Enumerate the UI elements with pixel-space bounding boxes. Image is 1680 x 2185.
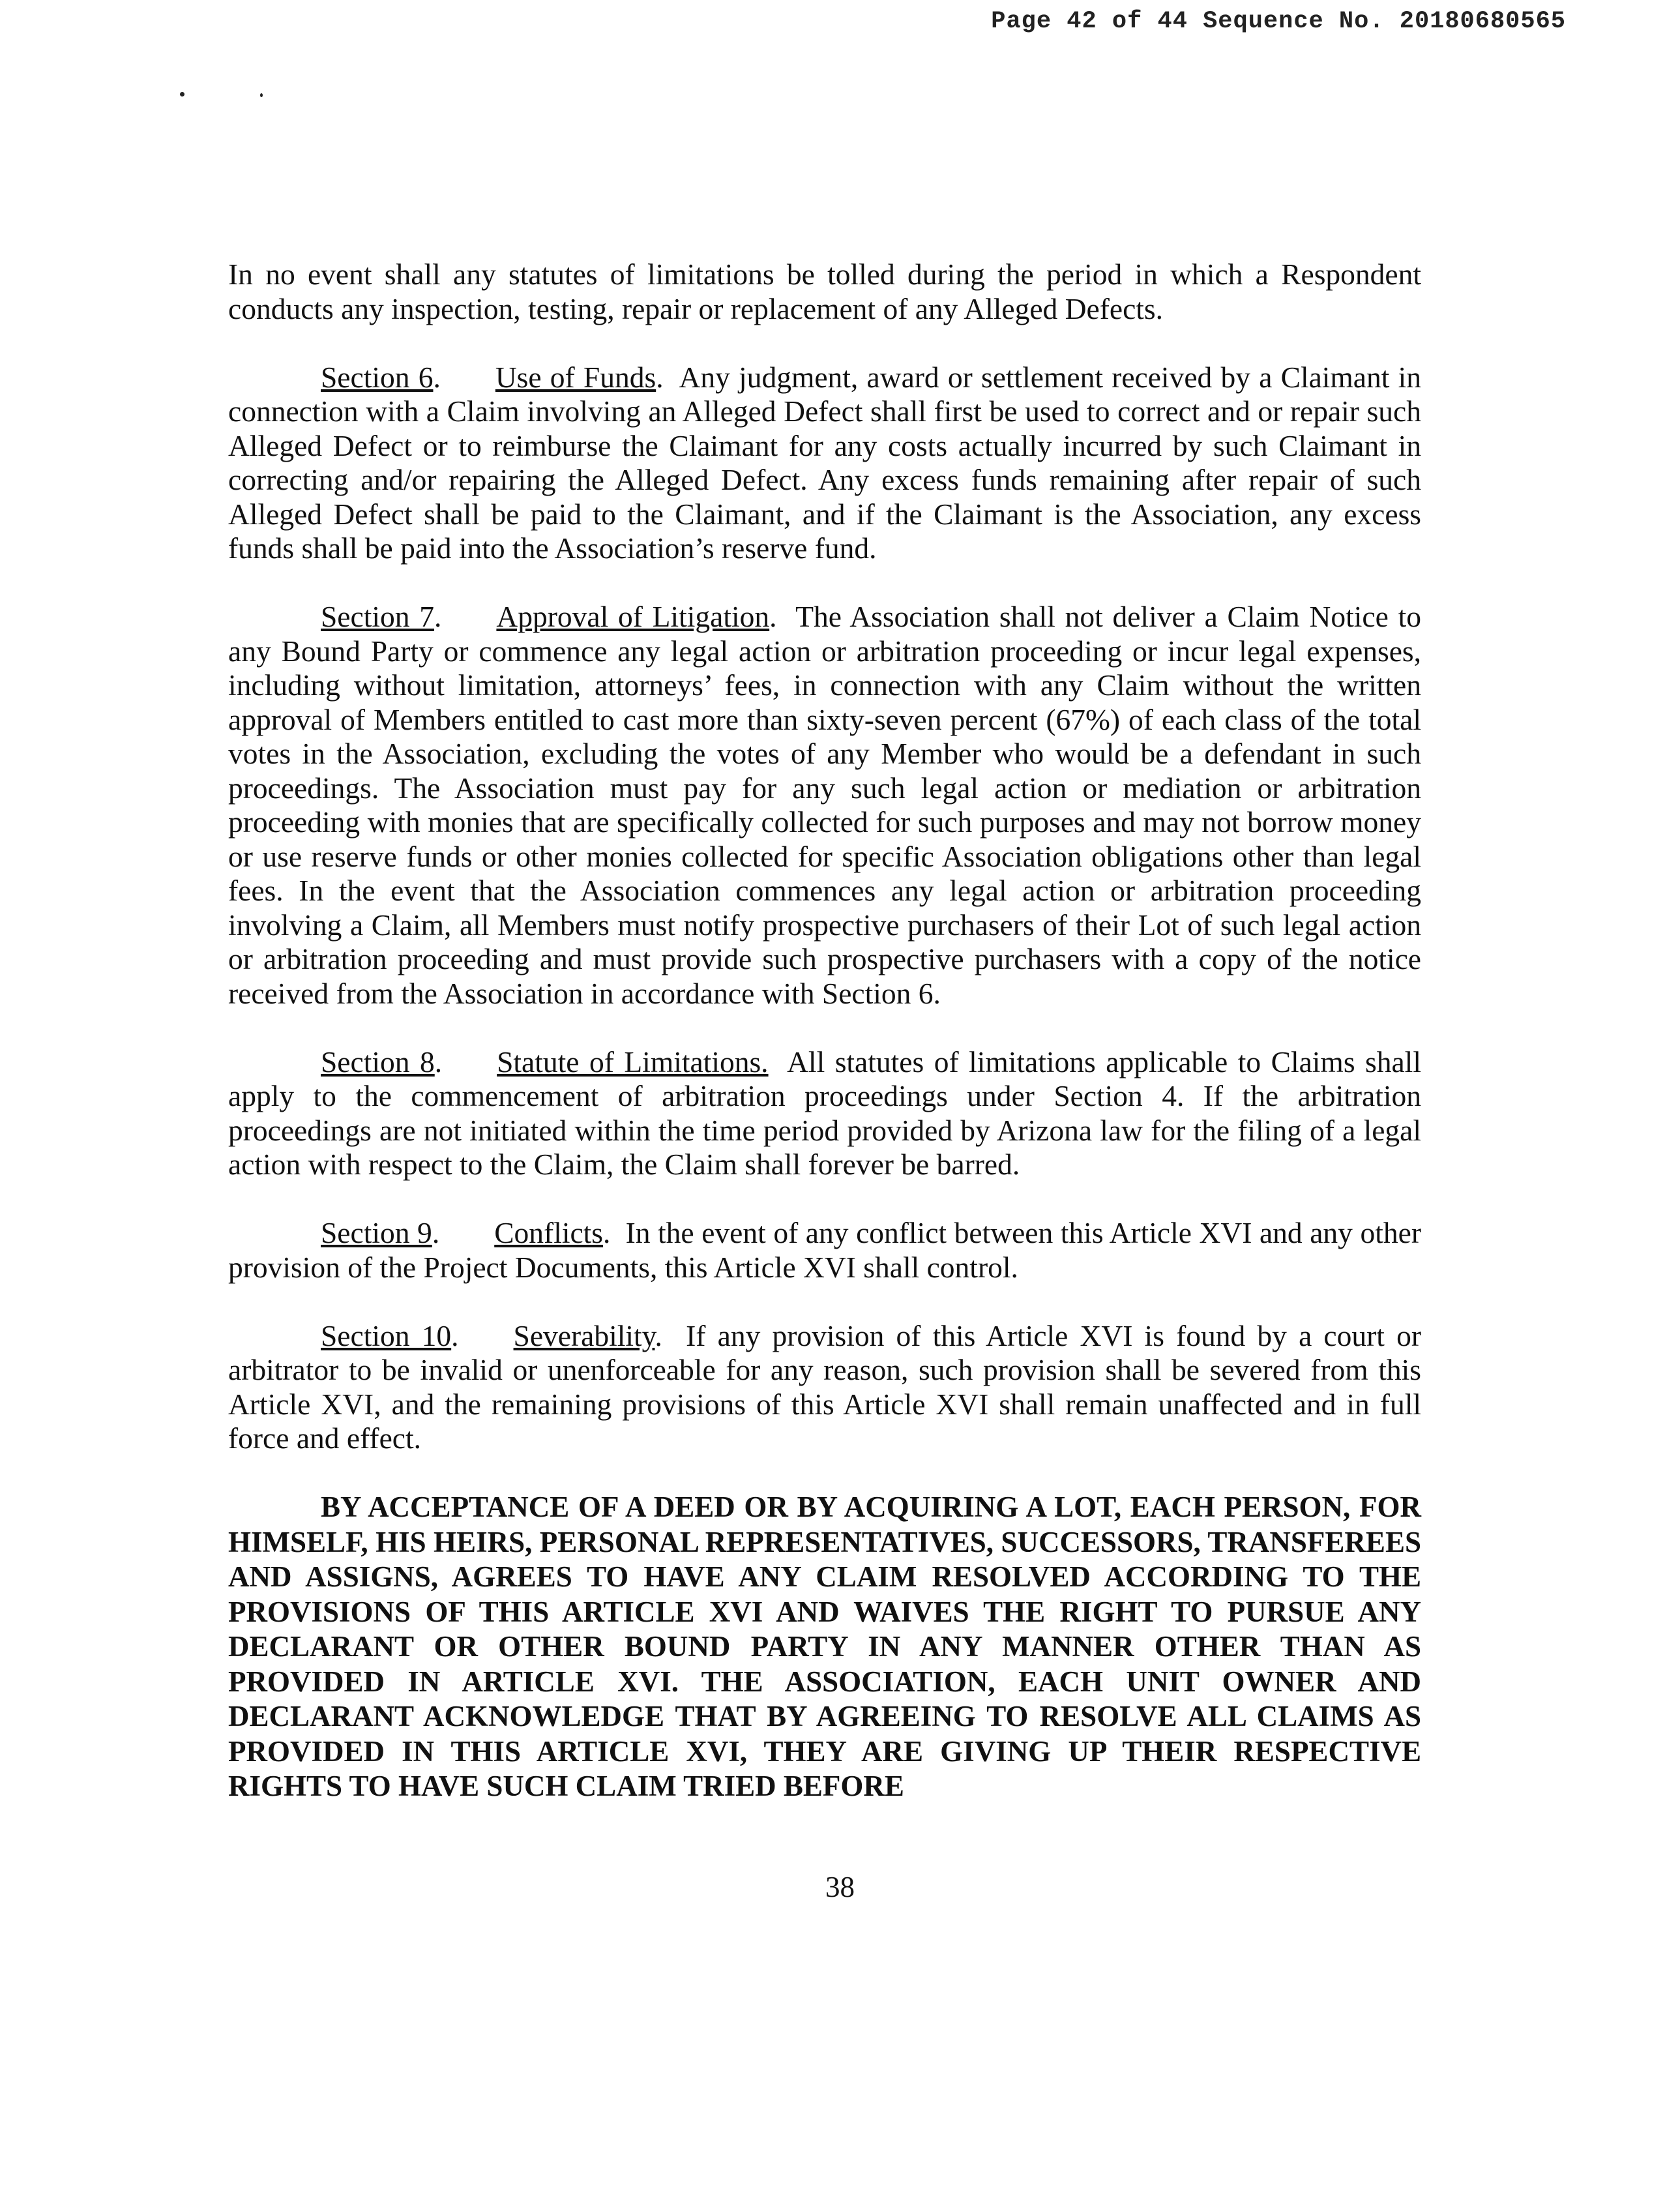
section-text: In the event of any conflict between this Article XVI and any other provision of the Project Documents, this Article XVI shall control. bbox=[228, 1216, 1421, 1284]
section-number: Section 7 bbox=[321, 600, 435, 633]
continuation-paragraph: In no event shall any statutes of limitations be tolled during the period in which a Respondent conducts any inspection, testing, repair or replacement of any Alleged Defects. bbox=[228, 258, 1421, 325]
document-body bbox=[228, 258, 1421, 1838]
section-title: Use of Funds bbox=[495, 360, 656, 394]
acknowledgement-text: BY ACCEPTANCE OF A DEED OR BY ACQUIRING A LOT, EACH PERSON, FOR HIMSELF, HIS HEIRS, PERSONAL REPRESENTATIVES, SUCCESSORS, TRANSFEREES AND ASSIGNS, AGREES TO HAVE ANY CLAIM RESOLVED ACCORDING TO THE PROVISIONS OF THIS ARTICLE XVI AND WAIVES THE RIGHT TO PURSUE ANY DECLARANT OR OTHER BOUND PARTY IN ANY MANNER OTHER THAN AS PROVIDED IN ARTICLE XVI. THE ASSOCIATION, EACH UNIT OWNER AND DECLARANT ACKNOWLEDGE THAT BY AGREEING TO RESOLVE ALL CLAIMS AS PROVIDED IN THIS ARTICLE XVI, THEY ARE GIVING UP THEIR RESPECTIVE RIGHTS TO HAVE SUCH CLAIM TRIED BEFORE bbox=[228, 1491, 1421, 1802]
section-6-paragraph: Section 6. Use of Funds. Any judgment, award or settlement received by a Claimant in connection with a Claim involving an Alleged Defect shall first be used to correct and or repair such Alleged Defect or to reimburse the Claimant for any costs actually incurred by such Claimant in correcting and/or repairing the Alleged Defect. Any excess funds remaining after repair of such Alleged Defect shall be paid to the Claimant, and if the Claimant is the Association, any excess funds shall be paid into the Association’s reserve fund. bbox=[228, 360, 1422, 565]
section-text: If any provision of this Article XVI is found by a court or arbitrator to be invalid or unenforceable for any reason, such provision shall be severed from this Article XVI, and the remaining provisions of this Article XVI shall remain unaffected and in full force and effect. bbox=[228, 1318, 1421, 1455]
section-title: Conflicts bbox=[494, 1216, 604, 1249]
section-text: Any judgment, award or settlement received by a Claimant in connection with a Claim involving an Alleged Defect shall first be used to correct and or repair such Alleged Defect or to reimburse the Claimant for any costs actually incurred by such Claimant in correcting and/or repairing the Alleged Defect. Any excess funds remaining after repair of such Alleged Defect shall be paid to the Claimant, and if the Claimant is the Association, any excess funds shall be paid into the Association’s reserve fund. bbox=[228, 360, 1422, 565]
section-9-paragraph: Section 9. Conflicts. In the event of any conflict between this Article XVI and any other provision of the Project Documents, this Article XVI shall control. bbox=[228, 1216, 1421, 1284]
acknowledgement-paragraph bbox=[228, 1490, 1421, 1804]
section-text: All statutes of limitations applicable to Claims shall apply to the commencement of arbitration proceedings under Section 4. If the arbitration proceedings are not initiated within the time period provided by Arizona law for the filing of a legal action with respect to the Claim, the Claim shall forever be barred. bbox=[228, 1045, 1421, 1181]
scan-speck bbox=[180, 92, 184, 97]
section-title: Statute of Limitations. bbox=[497, 1045, 769, 1078]
section-number: Section 9 bbox=[321, 1216, 432, 1249]
section-title: Approval of Litigation bbox=[496, 600, 770, 633]
section-number: Section 6 bbox=[321, 360, 434, 394]
section-title: Severability bbox=[513, 1318, 655, 1352]
section-number: Section 8 bbox=[321, 1045, 435, 1078]
page-number: 38 bbox=[825, 1871, 855, 1903]
section-10-paragraph: Section 10. Severability. If any provision of this Article XVI is found by a court or arbitrator to be invalid or unenforceable for any reason, such provision shall be severed from this Article XVI, and the remaining provisions of this Article XVI shall remain unaffected and in full force and effect. bbox=[228, 1318, 1421, 1455]
section-7-paragraph: Section 7. Approval of Litigation. The Association shall not deliver a Claim Notice to any Bound Party or commence any legal action or arbitration proceeding or incur legal expenses, including without limitation, attorneys’ fees, in connection with any Claim without the written approval of Members entitled to cast more than sixty-seven percent (67%) of each class of the total votes in the Association, excluding the votes of any Member who would be a defendant in such proceedings. The Association must pay for any such legal action or mediation or arbitration proceeding with monies that are specifically collected for such purposes and may not borrow money or use reserve funds or other monies collected for specific Association obligations other than legal fees. In the event that the Association commences any legal action or arbitration proceeding involving a Claim, all Members must notify prospective purchasers of their Lot of such legal action or arbitration proceeding and must provide such prospective purchasers with a copy of the notice received from the Association in accordance with Section 6. bbox=[228, 600, 1421, 1010]
scan-speck bbox=[260, 93, 263, 97]
section-text: The Association shall not deliver a Claim Notice to any Bound Party or commence any legal action or arbitration proceeding or incur legal expenses, including without limitation, attorneys’ fees, in connection with any Claim without the written approval of Members entitled to cast more than sixty-seven percent (67%) of each class of the total votes in the Association, excluding the votes of any Member who would be a defendant in such proceedings. The Association must pay for any such legal action or mediation or arbitration proceeding with monies that are specifically collected for such purposes and may not borrow money or use reserve funds or other monies collected for specific Association obligations other than legal fees. In the event that the Association commences any legal action or arbitration proceeding involving a Claim, all Members must notify prospective purchasers of their Lot of such legal action or arbitration proceeding and must provide such prospective purchasers with a copy of the notice received from the Association in accordance with Section 6. bbox=[228, 600, 1421, 1010]
section-number: Section 10 bbox=[321, 1318, 452, 1352]
sequence-stamp: Page 42 of 44 Sequence No. 20180680565 bbox=[991, 8, 1566, 35]
section-8-paragraph: Section 8. Statute of Limitations. All statutes of limitations applicable to Claims shall apply to the commencement of arbitration proceedings under Section 4. If the arbitration proceedings are not initiated within the time period provided by Arizona law for the filing of a legal action with respect to the Claim, the Claim shall forever be barred. bbox=[228, 1045, 1421, 1181]
